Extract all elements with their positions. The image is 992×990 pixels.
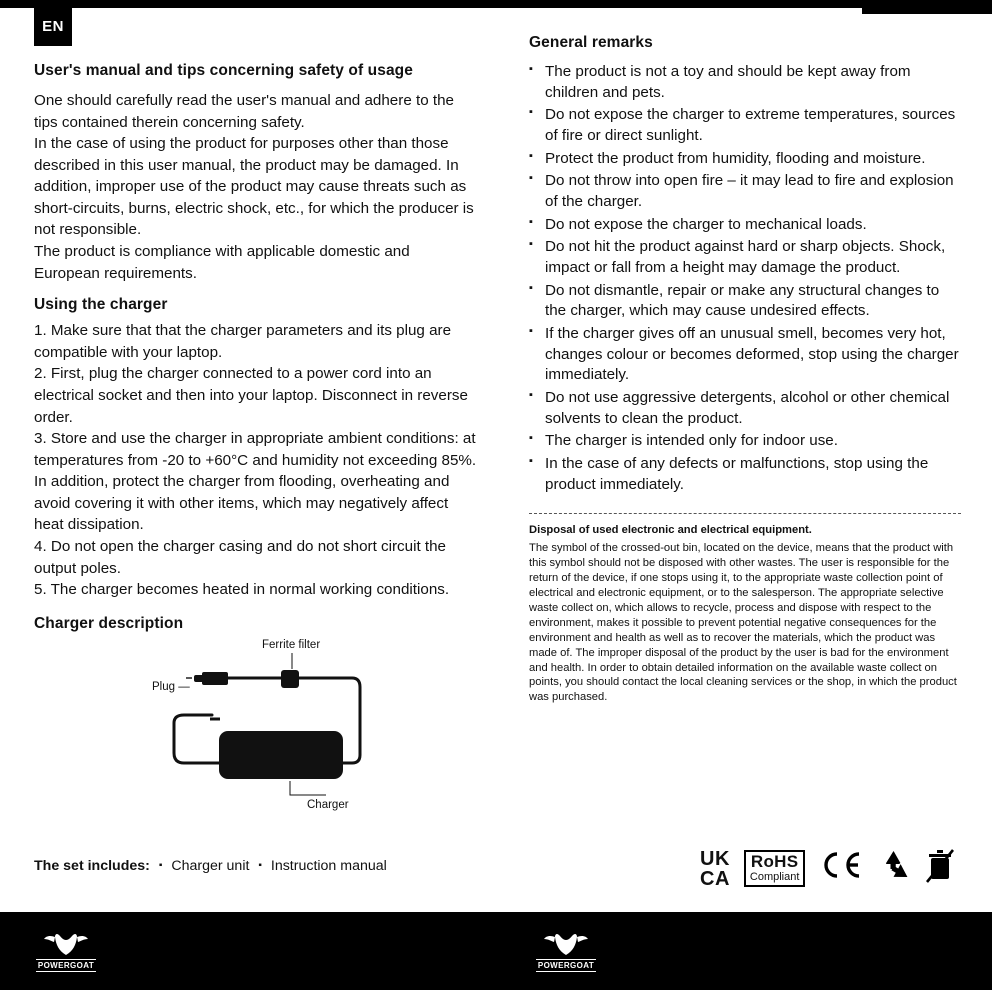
brand-logo-left	[34, 922, 98, 980]
brand-name: POWERGOAT	[537, 960, 595, 970]
ukca-line-2: CA	[700, 867, 730, 890]
section-divider	[529, 513, 961, 514]
remark-item: ▪ If the charger gives off an unusual smell, becomes very hot, changes colour or becomes deformed, stop using the charger immediately.	[529, 324, 961, 386]
remark-item: ▪ The charger is intended only for indoor use.	[529, 431, 961, 452]
charger-diagram-svg	[34, 639, 478, 817]
using-charger-steps: 1. Make sure that that the charger parameters and its plug are compatible with your laptop. 2. First, plug the charger connected to a power cord into an electrical socket and then into your laptop. Disconnect in reverse order. 3. Store and use the charger in appropriate ambient conditions: at temperatures from -20 to +60°C and humidity not exceeding 85%. In addition, protect the charger from flooding, overheating and avoid covering it with other items, which may negatively affect heat dissipation. 4. Do not open the charger casing and do not short circuit the output poles. 5. The charger becomes heated in normal working conditions.	[34, 322, 477, 599]
language-badge: EN	[34, 6, 72, 46]
charger-brick-shape	[219, 731, 343, 779]
manual-title: User's manual and tips concerning safety of usage	[34, 62, 413, 79]
ukca-mark	[700, 849, 730, 889]
manual-intro-text: One should carefully read the user's manual and adhere to the tips contained therein concerning safety. In the case of using the product for purposes other than those described in this user manual, the product may be damaged. In addition, improper use of the product may cause threats such as short-circuits, burns, electric shock, etc., for which the producer is not responsible. The product is compliance with applicable domestic and European requirements.	[34, 92, 474, 282]
remark-item: ▪ Protect the product from humidity, flooding and moisture.	[529, 149, 961, 170]
set-includes	[34, 858, 387, 874]
brand-logo-center	[534, 922, 598, 980]
rohs-line-1: RoHS	[750, 852, 799, 871]
charger-diagram	[34, 639, 478, 817]
ce-mark	[819, 850, 861, 887]
charger-label: Charger	[307, 798, 349, 811]
bullet-icon: ▪	[158, 860, 163, 871]
goat-head-icon	[543, 931, 589, 957]
disposal-text: The symbol of the crossed-out bin, located on the device, means that the product with this symbol should not be disposed with other wastes. The user is responsible for the return of the device, if one stops using it, to the appropriate waste collection point of electrical and electronic equipment, or to the salesperson. The appropriate selective waste collect on, which allows to recycle, process and dispose with respect to the environment, makes it possible to prevent potential negative consequences for the environment and health as well as to recover the materials, which the product was made of. The improper disposal of the product by the user is bad for the environment and health. In order to obtain detailed information on the available waste collect on points, you should contact the local cleaning services or the shop, in which the product was purchased.	[529, 542, 957, 704]
ukca-line-1: UK	[700, 847, 730, 870]
remark-item: ▪ Do not throw into open fire – it may lead to fire and explosion of the charger.	[529, 171, 961, 212]
certification-marks	[700, 848, 955, 889]
remark-item: ▪ Do not use aggressive detergents, alcohol or other chemical solvents to clean the product.	[529, 388, 961, 429]
rohs-line-2: Compliant	[749, 871, 800, 883]
set-includes-item-0: Charger unit	[171, 858, 250, 874]
plug-connector-shape	[202, 672, 228, 685]
ferrite-filter-shape	[281, 670, 299, 688]
remark-item: ▪ Do not expose the charger to mechanical loads.	[529, 215, 961, 236]
ce-icon	[819, 850, 861, 880]
set-includes-item-1: Instruction manual	[270, 858, 387, 874]
general-remarks-title: General remarks	[529, 34, 653, 51]
remark-item: ▪ The product is not a toy and should be kept away from children and pets.	[529, 62, 961, 103]
bottom-black-bar	[0, 912, 992, 990]
using-charger-title: Using the charger	[34, 296, 168, 314]
remark-item: ▪ Do not hit the product against hard or sharp objects. Shock, impact or fall from a height may damage the product.	[529, 237, 961, 278]
recycle-icon	[875, 850, 911, 882]
right-column	[529, 34, 961, 705]
rohs-mark	[744, 850, 806, 887]
brand-name: POWERGOAT	[37, 960, 95, 970]
plug-label: Plug —	[152, 680, 190, 693]
charger-description-title: Charger description	[34, 614, 184, 632]
crossed-out-bin-icon	[925, 848, 955, 884]
weee-mark	[925, 848, 955, 889]
general-remarks-list	[529, 62, 961, 495]
goat-head-icon	[43, 931, 89, 957]
top-right-black-block	[862, 0, 992, 14]
remark-item: ▪ Do not dismantle, repair or make any structural changes to the charger, which may cause undesired effects.	[529, 281, 961, 322]
left-column	[34, 62, 478, 817]
top-black-bar	[0, 0, 992, 8]
disposal-title: Disposal of used electronic and electrical equipment.	[529, 524, 812, 537]
set-includes-label: The set includes:	[34, 858, 150, 874]
remark-item: ▪ In the case of any defects or malfunctions, stop using the product immediately.	[529, 454, 961, 495]
recycle-mark	[875, 850, 911, 887]
remark-item: ▪ Do not expose the charger to extreme temperatures, sources of fire or direct sunlight.	[529, 105, 961, 146]
bullet-icon: ▪	[258, 860, 262, 871]
ferrite-filter-label: Ferrite filter	[262, 638, 321, 651]
